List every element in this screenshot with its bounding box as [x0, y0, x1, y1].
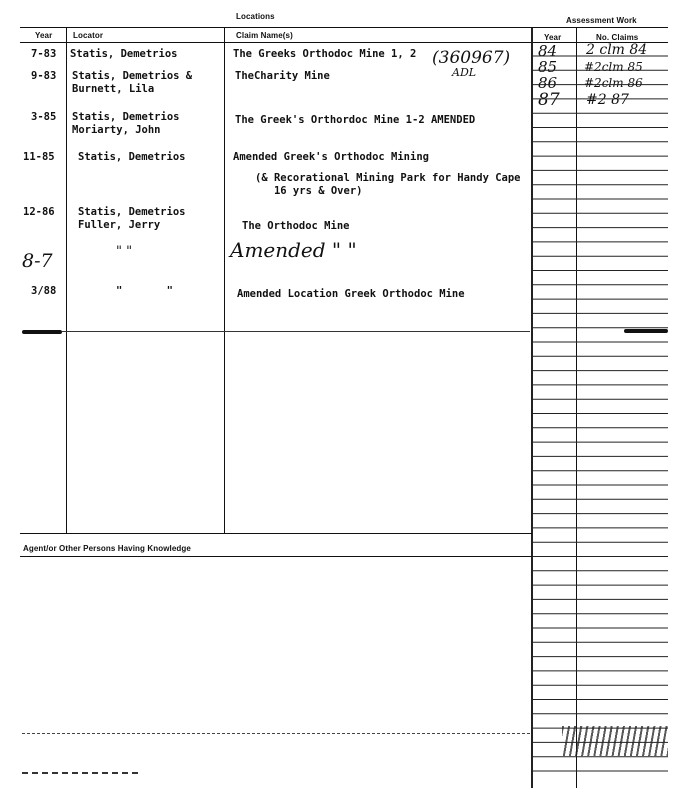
row-locator: Statis, Demetrios: [78, 151, 186, 163]
row-year: 3-85: [31, 111, 57, 123]
aw-year-entry: 87: [538, 90, 560, 110]
row-locator-ditto: " ": [116, 244, 133, 259]
aw-year-column-header: Year: [544, 33, 562, 42]
row-year: 3/88: [31, 285, 57, 297]
aw-year-entry: 85: [538, 58, 558, 76]
row-claim: Amended Location Greek Orthodoc Mine: [237, 288, 465, 300]
col-divider-year: [66, 28, 67, 533]
row-claim: Amended Greek's Orthodoc Mining: [233, 151, 429, 163]
row-claim: The Greek's Orthordoc Mine 1-2 AMENDED: [235, 114, 476, 126]
row-locator: Statis, Demetrios & Burnett, Lila: [72, 70, 193, 95]
agent-top-rule: [20, 533, 532, 534]
row-locator-ditto: " ": [116, 285, 173, 297]
aw-claims-entry: #2clm 86: [584, 76, 643, 90]
year-column-header: Year: [35, 31, 53, 40]
assessment-ledger-lines: [532, 42, 668, 788]
handwritten-claim-number: (360967): [432, 48, 511, 68]
row-claim: The Orthodoc Mine: [242, 220, 350, 232]
row-year: 7-83: [31, 48, 57, 60]
row-claim-note: (& Recorational Mining Park for Handy Cape 16 yrs & Over): [255, 172, 521, 197]
aw-year-entry: 86: [538, 74, 558, 92]
row-claim: TheCharity Mine: [235, 70, 330, 82]
top-rule: [20, 27, 668, 28]
locations-header: Locations: [236, 12, 275, 21]
aw-claims-entry: #2clm 85: [584, 60, 643, 74]
row-locator: Statis, Demetrios: [70, 48, 178, 60]
aw-claims-entry: #2 87: [586, 92, 629, 108]
aw-claims-column-header: No. Claims: [596, 33, 639, 42]
mid-divider: [62, 331, 530, 332]
locator-column-header: Locator: [73, 31, 104, 40]
row-year: 12-86: [23, 206, 55, 218]
aw-year-entry: 84: [538, 42, 558, 60]
row-locator: Statis, Demetrios Moriarty, John: [72, 111, 180, 136]
row-locator: Statis, Demetrios Fuller, Jerry: [78, 206, 186, 231]
aw-claims-entry: 2 clm 84: [586, 42, 648, 58]
heavy-divider-left: [22, 330, 62, 334]
bottom-rule-dashed: [22, 733, 530, 735]
bottom-scan-mark: [22, 772, 142, 774]
col-divider-locator: [224, 28, 225, 533]
agent-label-rule: [20, 556, 532, 557]
claim-names-column-header: Claim Name(s): [236, 31, 293, 40]
row-claim: The Greeks Orthodoc Mine 1, 2: [233, 48, 417, 60]
agent-label: Agent/or Other Persons Having Knowledge: [23, 544, 191, 553]
assessment-work-header: Assessment Work: [566, 16, 637, 25]
row-claim-handwritten: Amended " ": [230, 238, 357, 262]
row-year: 9-83: [31, 70, 57, 82]
row-year-handwritten: 8-7: [22, 250, 53, 272]
row-year: 11-85: [23, 151, 55, 163]
handwritten-claim-sub: ADL: [452, 66, 477, 79]
